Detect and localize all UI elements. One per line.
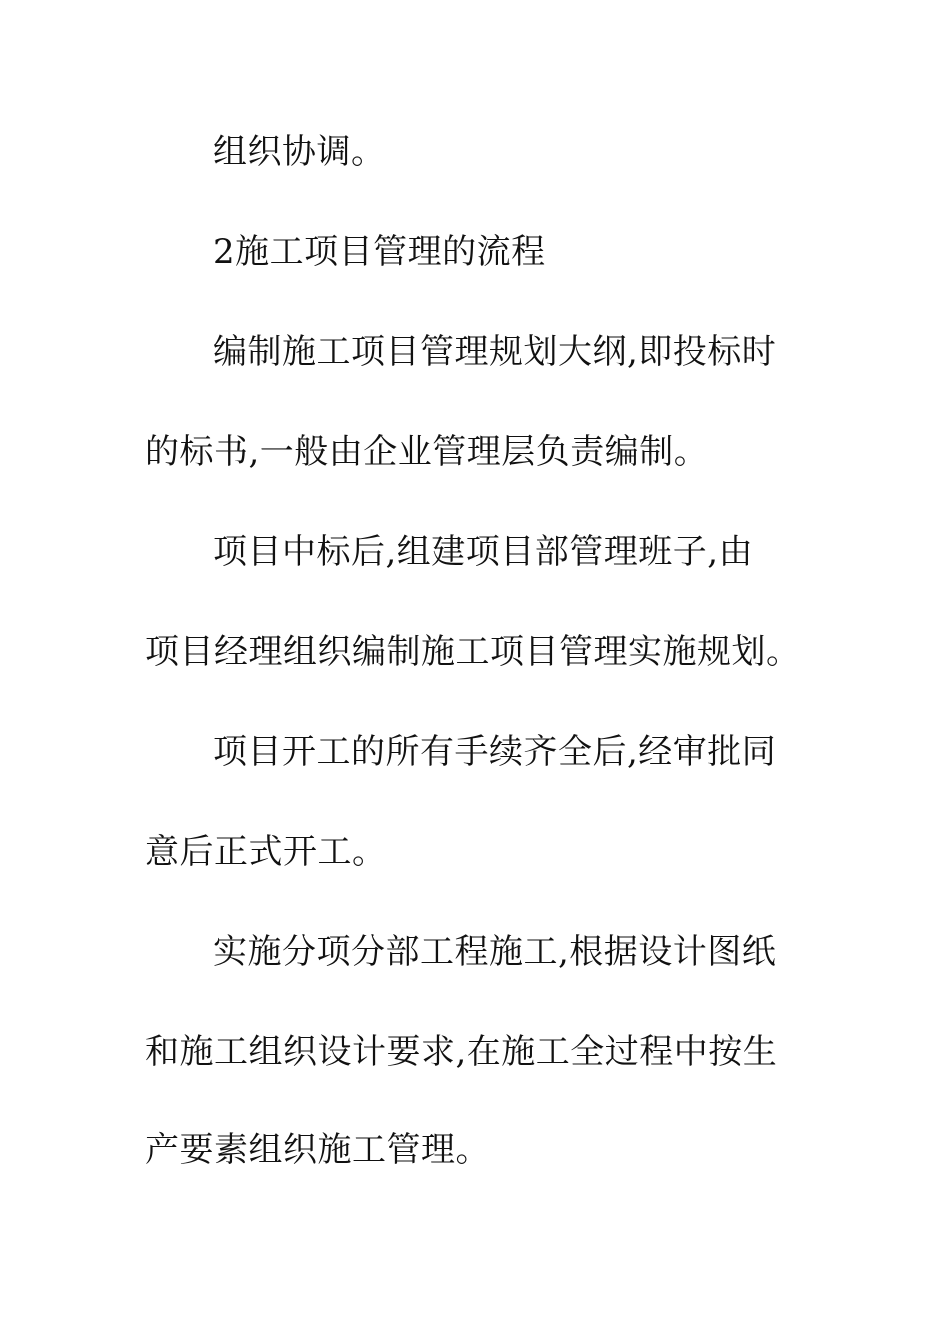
paragraph-line: 项目开工的所有手续齐全后,经审批同 [213,732,777,772]
paragraph-line: 意后正式开工。 [145,832,387,872]
paragraph-line: 编制施工项目管理规划大纲,即投标时 [213,332,777,372]
paragraph-line: 组织协调。 [213,132,386,172]
paragraph-line: 实施分项分部工程施工,根据设计图纸 [213,932,777,972]
paragraph-line: 和施工组织设计要求,在施工全过程中按生 [145,1032,778,1072]
paragraph-line: 项目经理组织编制施工项目管理实施规划。 [145,632,801,672]
paragraph-line: 产要素组织施工管理。 [145,1130,490,1170]
paragraph-line: 的标书,一般由企业管理层负责编制。 [145,432,709,472]
paragraph-line: 项目中标后,组建项目部管理班子,由 [213,532,754,572]
section-heading: 2施工项目管理的流程 [213,232,546,272]
